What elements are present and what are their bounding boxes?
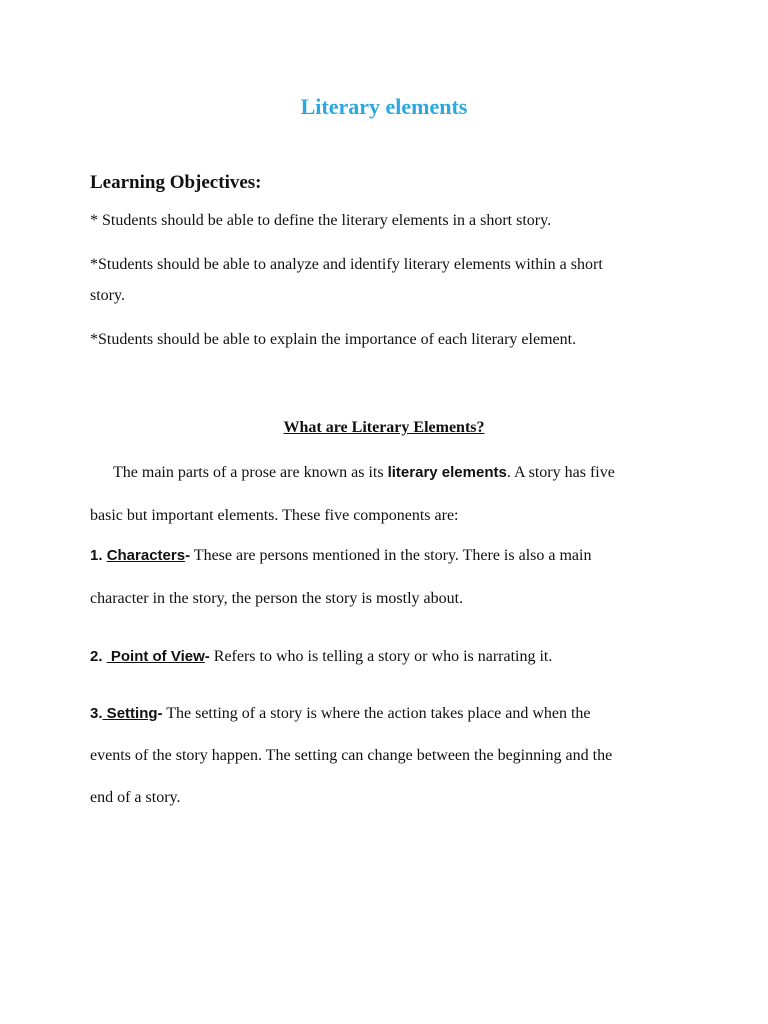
item-dash: -: [185, 547, 191, 564]
intro-line-1: [113, 462, 615, 484]
objectives-heading: Learning Objectives:: [90, 172, 262, 193]
objective-line: *Students should be able to explain the importance of each literary element.: [90, 331, 577, 348]
item-term: Characters: [106, 547, 186, 564]
item-number: 2.: [90, 648, 107, 665]
item-text: The setting of a story is where the action takes place and when the: [162, 705, 591, 722]
intro-text: The main parts of a prose are known as its: [113, 464, 388, 481]
element-item-characters: [90, 545, 591, 567]
item-number: 3.: [90, 705, 103, 722]
intro-term: literary elements: [387, 464, 507, 481]
item-text: Refers to who is telling a story or who is narrating it.: [209, 648, 553, 665]
item-dash: -: [157, 705, 163, 722]
item-dash: -: [204, 648, 210, 665]
item-text: These are persons mentioned in the story. There is also a main: [190, 547, 592, 564]
intro-line-2: basic but important elements. These five components are:: [90, 507, 459, 524]
item-term: Point of View: [106, 648, 205, 665]
item-continuation: character in the story, the person the story is mostly about.: [90, 590, 464, 607]
document-title: Literary elements: [300, 94, 468, 119]
item-number: 1.: [90, 547, 107, 564]
item-continuation: end of a story.: [90, 789, 181, 806]
element-item-point-of-view: [90, 646, 552, 668]
item-continuation: events of the story happen. The setting can change between the beginning and the: [90, 747, 613, 764]
objective-line: story.: [90, 287, 125, 304]
objective-line: * Students should be able to define the literary elements in a short story.: [90, 212, 552, 229]
element-item-setting: [90, 703, 591, 725]
item-term: Setting: [102, 705, 158, 722]
objective-line: *Students should be able to analyze and identify literary elements within a short: [90, 256, 603, 273]
section-heading: What are Literary Elements?: [283, 419, 485, 436]
intro-text: . A story has five: [506, 464, 615, 481]
